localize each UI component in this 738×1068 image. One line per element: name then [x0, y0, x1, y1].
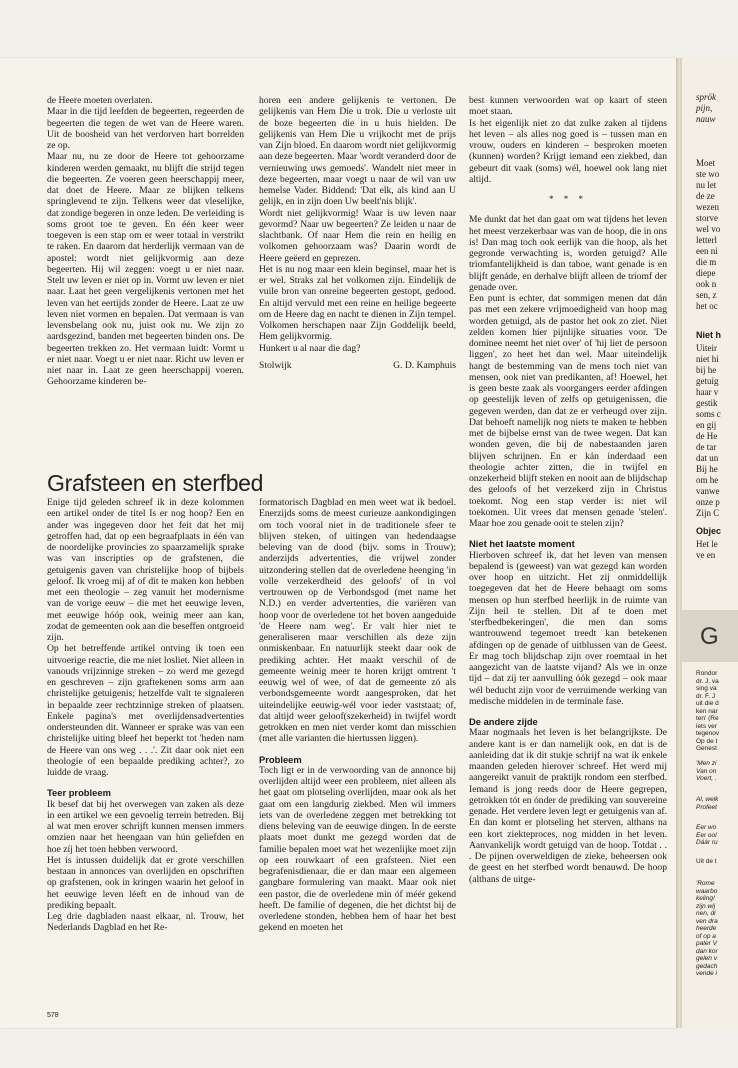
text-line: sing va: [696, 685, 717, 692]
text-line: nu let: [696, 180, 717, 190]
text-line: waarbo: [696, 887, 718, 895]
facing-subheading: Objec: [696, 526, 722, 536]
text-line: Op de t: [696, 737, 718, 745]
text-line: heerde: [696, 925, 717, 932]
text-line: de ze: [696, 191, 715, 201]
text-line: Eer ool: [696, 831, 717, 839]
paragraph: Maar in die tijd leefden de begeerten, regeerden de begeerten die tegen de wet van de Heere waren. Uit de boosheid van het verdorven hart borrelden ze op.: [47, 106, 244, 151]
text-line: gelen v: [696, 955, 717, 962]
text-line: Profeet: [696, 803, 717, 811]
text-line: de He: [696, 431, 718, 441]
paragraph: Het is nu nog maar een klein beginsel, maar het is er wel. Straks zal het volkomen zijn. Eindelijk de vuile bron van onreine begeerten gestopt, gedood. En altijd vervuld met een reine en heilige begeerte om de Heere dag en nacht te dienen in Zijn tempel. Volkomen herschapen naar Zijn Goddelijk beeld, Hem gelijkvormig.: [259, 263, 456, 343]
text-line: gestik: [696, 398, 718, 408]
text-line: Bij he: [696, 464, 718, 474]
text-line: Rondor: [696, 670, 718, 677]
subheading: Niet het laatste moment: [469, 538, 575, 550]
text-line: een ni: [696, 246, 718, 256]
text-line: Dáár ru: [696, 839, 718, 846]
facing-text: [696, 539, 718, 561]
text-line: nauw: [696, 114, 716, 124]
text-line: nen, di: [696, 910, 716, 917]
text-line: Eer wo: [696, 824, 717, 831]
text-line: diepe: [696, 268, 716, 278]
column-2: [259, 95, 456, 390]
paragraph: Ik besef dat bij het overwegen van zaken als deze in een artikel we een gevoelig terrein betreden. Bij al wat men erover schrijft kunnen mensen immers omzien naar het heengaan van hún geliefden en hoe zíj het toen hebben verwoord.: [47, 798, 244, 855]
text-line: zijn wij: [696, 902, 716, 910]
text-line: en gij: [696, 420, 717, 430]
signature-place: Stolwijk: [259, 359, 292, 371]
text-line: ven dra: [696, 917, 718, 925]
paragraph: Maar nogmaals het leven is het belangrijkste. De andere kant is er dan namelijk ook, en dat is de aanleiding dat ik dit stukje schrijf na wat ik enkele maanden geleden hierover schreef. Het werd mij aangereikt vanuit de praktijk rondom een sterfbed. Iemand is jong reeds door de Heere gegrepen, getrokken tót en ónder de prediking van souvereine genade. Het verdere leven legt er getuigenis van af. En dan komt er plotseling het sterven, althans na een kort ziekteproces, nog midden in het leven. Aanvankelijk wordt getuigd van de hoop. Totdat . . . De pijnen overweldigen de zieke, beheersen ook de geest en het sterfbed wordt benauwd. De hoop (althans de uitge-: [469, 727, 667, 885]
paragraph: formatorisch Dagblad en men weet wat ik bedoel. Enerzijds soms de meest curieuze aankondigingen om toch vooral niet in de traditionele sfeer te blijven steken, of uitingen van hedendaagse beleving van de dood (bijv. soms in Trouw); anderzijds advertenties, die vrijwel zonder uitzondering stellen dat de overledene heenging 'in volle verzekerdheid des geloofs' of in vol vertrouwen op de Verbondsgod (met name het N.D.) en verder advertenties, die variëren van hoop voor de overledene tot het boven aangeduide 'de Heere nam weg'. Er valt hier niet te generaliseren maar verschillen als deze zijn onmiskenbaar. En natuurlijk steekt daar ook de prediking achter. Het maakt verschil of de gemeente weinig meer te horen krijgt omtrent 't eeuwig wel of wee, of dat de gemeente zó als verbondsgemeente wordt aangesproken, dat het uiteindelijke eeuwig-wél voor ieder vaststaat; of, dat altijd weer geloof(szekerheid) in twijfel wordt getrokken en men niet verder komt dan misschien (met alle varianten die hiertussen liggen).: [259, 497, 456, 745]
paragraph: Wordt niet gelijkvormig! Waar is uw leven naar gevormd? Naar uw begeerten? Ze leiden u naar de slachtbank. Of naar Hem die rein en heilig en volkomen gehoorzaam was? Daarin wordt de Heere geëerd en geprezen.: [259, 207, 456, 264]
facing-page-edge: [680, 58, 738, 1028]
text-line: pijn,: [696, 103, 713, 113]
text-line: bij he: [696, 365, 717, 375]
text-line: die m: [696, 257, 717, 267]
paragraph: Hierboven schreef ik, dat het leven van mensen bepalend is (geweest) van wat gezegd kan worden over hoop en uitzicht. Het zij onmiddellijk toegegeven dat het de Heere behaagt om soms mensen op hun sterfbed heerlijk in de ruimte van Zijn heil te stellen. Dit af te doen met 'sterfbedbekeringen', die men dan soms wantrouwend tegemoet treedt kan betekenen afdingen op de genade of uitblussen van de Geest. Er mag toch blijdschap zijn over roemtaal in het aangezicht van de laatste vijand? Als we in onze tijd – dat zij ter aanvulling óók gezegd – ook maar wél beducht zijn voor de verruimende werking van medische middelen in de terminale fase.: [469, 549, 667, 707]
facing-small-text: [696, 670, 719, 753]
paragraph: Hunkert u al naar die dag?: [259, 342, 361, 354]
text-line: het oc: [696, 301, 718, 311]
text-line: pater V: [696, 940, 717, 947]
text-line: dr. F. J: [696, 692, 716, 700]
text-line: wezen: [696, 202, 719, 212]
text-line: soms c: [696, 409, 721, 419]
text-line: letterl: [696, 235, 717, 245]
text-line: dat un: [696, 453, 719, 463]
section-separator: * * *: [549, 194, 587, 204]
text-line: Genest: [696, 745, 717, 752]
column-4: [47, 497, 244, 1022]
facing-small-text: [696, 796, 718, 811]
text-line: sen, z: [696, 290, 717, 300]
text-line: wel vo: [696, 224, 721, 234]
text-line: tegenov: [696, 730, 720, 737]
text-line: onze p: [696, 497, 720, 507]
text-line: vanwe: [696, 486, 720, 496]
text-line: 'Rome: [696, 880, 715, 887]
paragraph: Maar nu, nu ze door de Heere tot gehoorzame kinderen werden gemaakt, nu blijft die strijd tegen die begeerten. Ze voeren geen heerschappij meer, dat doet de Heere. Maar ze blijken telkens springlevend te zijn. Telkens weer dat vleselijke, dat zondige begeren in onze leden. De verleiding is soms groot toe te geven. En één keer weer toegeven is een stap om er weer totaal in verstrikt te raken. En daarom dat herderlijk vermaan van de apostel: wordt niet gelijkvormig aan deze begeerten. Hij wil zeggen: voegt u er niet naar. Stelt uw leven er niet op in. Vormt uw leven er niet naar. Laat het geen vergelijkenis vertonen met het leven van het eertijds zonder de Heere. Laat ze uw leven niet vormen en bepalen. Dat vermaan is van levensbelang ook nu, juist ook nu. We zijn zo aardsgezind, banden met begeerten binden ons. De begeerten trekken zo. Het vermaan luidt: Vormt u er niet naar. Voegt u er niet naar. Richt uw leven er niet naar in. Laat ze geen heerschappij voeren. Gehoorzame kinderen be-: [47, 151, 244, 388]
paragraph: Enige tijd geleden schreef ik in deze kolommen een artikel onder de titel Is er nog hoop? Een en ander was ingegeven door het feit dat het mij getroffen had, dat op een begraafplaats in één van de noordelijke provincies zo spaarzamelijk sprake was van inscripties op de grafstenen, die getuigenis gaven van christelijke hoop of bijbels geloof. Ik vroeg mij af of dit te maken kon hebben met een theologie – zeg vanuit het modernisme van de vorige eeuw – die met het eeuwige leven, met eeuwige hóóp ook, weinig meer aan kan, zodat de gemeenten ook aan die beseffen ontgroeid zijn.: [47, 497, 244, 643]
text-line: uit die d: [696, 700, 719, 707]
paragraph: Me dunkt dat het dan gaat om wat tijdens het leven het meest verzekerbaar was van de hoop, die in ons is! Dan mag toch ook eerlijk van die hoop, als het gegronde verwachting is, worden getuigd? Alle triomfantelijkheid is dan taboe, want genade is en blijft genáde, en derhalve blijft alleen de triomf der genade over.: [469, 214, 667, 293]
text-line: Moet: [696, 158, 715, 168]
text-line: ste wo: [696, 169, 720, 179]
signature-author: G. D. Kamphuis: [393, 359, 456, 371]
text-line: getuig: [696, 376, 719, 386]
subheading: De andere zijde: [469, 716, 538, 727]
facing-subheading: Niet h: [696, 330, 722, 340]
facing-small-text: [696, 880, 718, 978]
text-line: ten' (Re: [696, 715, 719, 722]
column-1: [47, 95, 244, 390]
text-line: ve en: [696, 550, 716, 560]
subheading: Teer probleem: [47, 787, 111, 799]
paragraph: Toch ligt er in de verwoording van de annonce bij overlijden altijd weer een probleem, niet alleen als het gaat om plotseling overlijden, maar ook als het gaat om een langdurig ziekbed. Men wil immers iets van de overledene zeggen met betrekking tot diens beleving van de eeuwige dingen. In de eerste plaats moet dunkt me gezegd worden dat de familie bepalen moet wat het wezenlijke moet zijn op een rouwkaart of een grafsteen. Niet een begrafenisdienaar, die er dan maar een algemeen gangbare formulering van maakt. Maar ook niet een pastor, die de overledene min óf méér gekend heeft. De familie of degenen, die het dichtst bij de overledene stonden, hebben hem of haar het best gekend en moeten het: [259, 764, 456, 934]
text-line: 'Men zi: [696, 760, 717, 767]
text-line: of op a: [696, 932, 716, 940]
text-line: Het le: [696, 539, 718, 549]
paragraph: de Heere moeten overlaten.: [47, 95, 153, 106]
paragraph: Is het eigenlijk niet zo dat zulke zaken al tijdens het leven – als alles nog goed is – tussen man en vrouw, ouders en kinderen – besproken moeten (kunnen) worden? Krijgt iemand een ziekbed, dan gebeurt dit vaak (soms) wél, hoewel ook lang niet altijd.: [469, 117, 667, 185]
paragraph: best kunnen verwoorden wat op kaart of steen moet staan.: [469, 95, 667, 118]
article-title: Grafsteen en sterfbed: [47, 470, 264, 496]
paragraph: Op het betreffende artikel ontving ik toen een uitvoerige reactie, die me niet losliet. Niet alleen in vanouds vrijzinnige streken – zo werd me gezegd en geschreven – zijn graftekenen soms arm aan christelijke getuigenis; hetzelfde valt te signaleren in bepaalde zeer rechtzinnige streken of plaatsen. Enkele pagina's met overlijdensadvertenties ondersteunden dit. Wanneer er sprake was van een christelijke uiting bleef het beperkt tot 'heden nam de Heere van ons weg . . .'. Zit daar ook niet een theologie of een bepaalde prediking achter?, zo luidde de vraag.: [47, 643, 244, 778]
text-line: storve: [696, 213, 718, 223]
subheading: Probleem: [259, 753, 302, 765]
text-line: niet hi: [696, 354, 719, 364]
page-number: 578: [47, 1012, 59, 1019]
paragraph: Een punt is echter, dat sommigen menen dat dán pas met een zekere vrijmoedigheid van hoop mag worden getuigd, als de pastor het ook zo ziet. Niet zelden komen hier pijnlijke situaties voor. 'De dominee neemt het niet over' of 'hij liet de persoon liggen', zo heet het dan wel. Maar uiteindelijk hangt de bestemming van de mens toch niet van mensen, ook niet van predikanten, af! Hoewel, het is geen beste zaak als voorgangers eerder afdingen op geestelijk leven of zelfs op getuigenissen, die gegeven werden, dan dat ze er verheugd over zijn. Dat behoeft namelijk nog niets te maken te hebben met de bijbelse ernst van de twee wegen. Dat kan wonden geven, die bij de nabestaanden jaren blijven schrijnen. En er kán inderdaad een theologie achter zitten, die in twijfel en onzekerheid blijft steken en nooit aan de blijdschap des geloofs of het verzekerd zijn in Christus toekomt. Nog een stap verder is: niet wil toekomen. Uit vrees dat mensen genade 'stelen'. Maar hoe zou genade ooit te stelen zijn?: [469, 293, 667, 529]
facing-text: [696, 92, 716, 125]
column-3: [469, 95, 667, 980]
facing-small-text: [696, 824, 718, 847]
paragraph: horen een andere gelijkenis te vertonen. De gelijkenis van Hem Die u trok. Die u verloste uit de boze begeerten die in u huis hielden. De gelijkenis van Hem Die u vrijkocht met de prijs van Zijn bloed. En daarom wordt niet gelijkvormig aan deze begeerten. Maar 'wordt veranderd door de vernieuwing uws gemoeds'. Wandelt niet meer in deze begeerten, maar voegt u naar de wil van uw hemelse Vader. Biddend: 'Dat elk, als kind aan U gelijk, en in zijn doen Uw beelt'nis blijk'.: [259, 95, 456, 208]
text-line: Al, welk: [696, 796, 719, 803]
paragraph: Leg drie dagbladen naast elkaar, nl. Trouw, het Nederlands Dagblad en het Re-: [47, 911, 244, 934]
text-line: haar v: [696, 387, 719, 397]
text-line: Van on: [696, 767, 717, 775]
text-line: om he: [696, 475, 719, 485]
text-line: sprök: [696, 92, 716, 102]
facing-small-text: Uit de t: [696, 858, 717, 865]
text-line: de tar: [696, 442, 717, 452]
text-line: iets ver: [696, 722, 717, 730]
text-line: keling!: [696, 895, 715, 902]
text-line: gedach: [696, 962, 718, 970]
paragraph: Het is intussen duidelijk dat er grote verschillen bestaan in annonces van overlijden en opschriften op grafstenen, ook in kringen waarin het geloof in het eeuwige leven léeft en de inhoud van de prediking bepaalt.: [47, 854, 244, 911]
text-line: ken nar: [696, 707, 718, 715]
text-line: dan kor: [696, 947, 718, 955]
facing-text: [696, 158, 720, 312]
text-line: Zijn C: [696, 508, 720, 518]
column-5: [259, 497, 456, 1022]
facing-text: [696, 343, 721, 519]
text-line: ook n: [696, 279, 717, 289]
signature: [259, 360, 456, 371]
facing-heading-letter: G: [700, 623, 719, 650]
text-line: Voert, .: [696, 775, 717, 782]
facing-small-text: [696, 760, 717, 783]
text-line: vende i: [696, 970, 717, 977]
text-line: Uiteir: [696, 343, 717, 353]
text-line: dr. J. va: [696, 677, 719, 685]
